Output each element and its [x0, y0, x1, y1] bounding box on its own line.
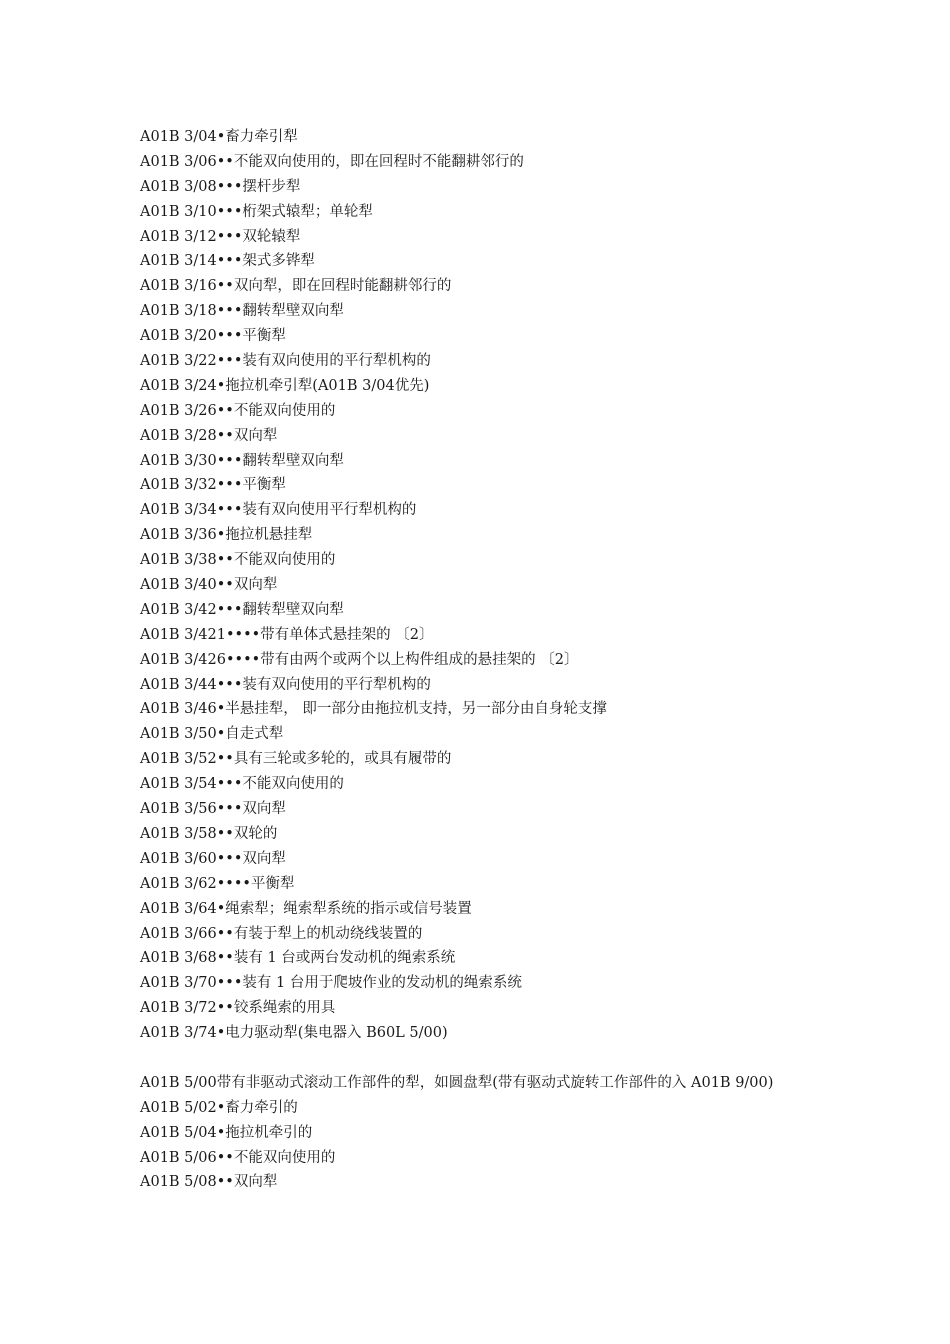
classification-entry: A01B 3/64•绳索犁；绳索犁系统的指示或信号装置	[140, 900, 472, 917]
classification-entry: A01B 3/50•自走式犁	[140, 726, 284, 743]
classification-entry: A01B 3/14•••架式多铧犁	[140, 253, 315, 270]
classification-entry: A01B 3/62••••平衡犁	[140, 875, 295, 892]
paragraph-gap	[140, 1046, 820, 1071]
classification-entry: A01B 3/10•••桁架式辕犁；单轮犁	[140, 203, 373, 220]
classification-entry: A01B 3/56•••双向犁	[140, 801, 286, 818]
classification-entry: A01B 3/42•••翻转犁壁双向犁	[140, 601, 344, 618]
document-page	[140, 125, 820, 1195]
classification-entry: A01B 3/22•••装有双向使用的平行犁机构的	[140, 353, 431, 370]
classification-entry: A01B 3/34•••装有双向使用平行犁机构的	[140, 502, 417, 519]
classification-entry: A01B 3/72••铰系绳索的用具	[140, 1000, 336, 1017]
classification-entry: A01B 3/18•••翻转犁壁双向犁	[140, 303, 344, 320]
classification-entry: A01B 5/08••双向犁	[140, 1174, 278, 1191]
classification-entry: A01B 3/60•••双向犁	[140, 850, 286, 867]
classification-entry: A01B 3/08•••摆杆步犁	[140, 178, 301, 195]
classification-entry: A01B 3/12•••双轮辕犁	[140, 228, 301, 245]
classification-entry: A01B 3/04•畜力牵引犁	[140, 129, 298, 145]
classification-entry: A01B 5/02•畜力牵引的	[140, 1099, 298, 1116]
classification-entry: A01B 5/06••不能双向使用的	[140, 1149, 336, 1166]
classification-entry: A01B 3/38••不能双向使用的	[140, 552, 336, 569]
classification-entry: A01B 3/421••••带有单体式悬挂架的 〔2〕	[140, 626, 434, 643]
classification-entry: A01B 3/32•••平衡犁	[140, 477, 286, 494]
classification-entry: A01B 3/52••具有三轮或多轮的，或具有履带的	[140, 751, 452, 768]
classification-entry: A01B 3/426••••带有由两个或两个以上构件组成的悬挂架的 〔2〕	[140, 651, 579, 668]
classification-entry: A01B 3/36•拖拉机悬挂犁	[140, 527, 313, 544]
classification-entry: A01B 3/26••不能双向使用的	[140, 402, 336, 419]
classification-entry: A01B 3/66••有装于犁上的机动绕线装置的	[140, 925, 423, 942]
classification-entry: A01B 3/20•••平衡犁	[140, 328, 286, 345]
classification-entry: A01B 3/54•••不能双向使用的	[140, 776, 344, 793]
classification-entry: A01B 3/68••装有 1 台或两台发动机的绳索系统	[140, 950, 456, 967]
classification-entry: A01B 5/04•拖拉机牵引的	[140, 1124, 313, 1141]
classification-entry: A01B 3/70•••装有 1 台用于爬坡作业的发动机的绳索系统	[140, 975, 522, 992]
classification-entry: A01B 3/06••不能双向使用的，即在回程时不能翻耕邻行的	[140, 153, 524, 170]
classification-entry: A01B 3/74•电力驱动犁(集电器入 B60L 5/00)	[140, 1025, 448, 1042]
classification-list-a01b-5	[140, 1096, 820, 1196]
classification-entry: A01B 3/44•••装有双向使用的平行犁机构的	[140, 676, 431, 693]
classification-entry: A01B 3/40••双向犁	[140, 577, 278, 594]
classification-entry: A01B 3/16••双向犁，即在回程时能翻耕邻行的	[140, 278, 452, 295]
classification-entry: A01B 3/46•半悬挂犁， 即一部分由拖拉机支持，另一部分由自身轮支撑	[140, 701, 607, 718]
classification-list-a01b-3	[140, 125, 820, 1046]
classification-entry: A01B 3/28••双向犁	[140, 427, 278, 444]
classification-entry: A01B 3/58••双轮的	[140, 825, 278, 842]
classification-entry: A01B 3/24•拖拉机牵引犁(A01B 3/04优先)	[140, 377, 430, 394]
classification-heading-a01b-5: A01B 5/00带有非驱动式滚动工作部件的犁，如圆盘犁(带有驱动式旋转工作部件的入 A01B 9/00)	[140, 1074, 774, 1091]
classification-entry: A01B 3/30•••翻转犁壁双向犁	[140, 452, 344, 469]
